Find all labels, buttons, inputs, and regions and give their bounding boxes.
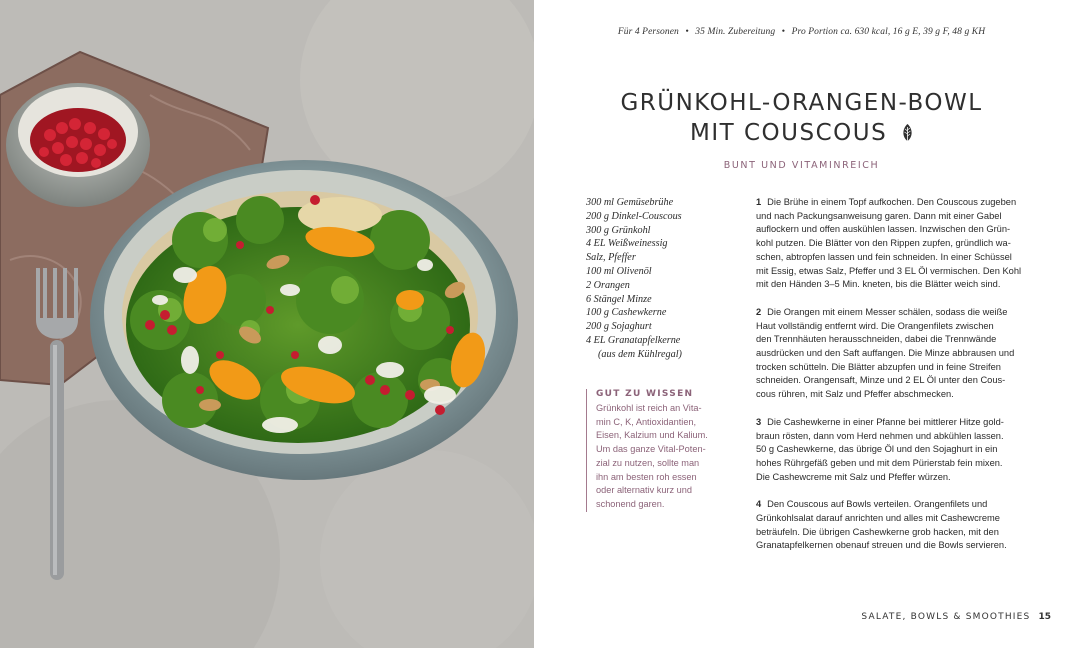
ingredient-item: 200 g Dinkel-Couscous [586, 210, 682, 222]
step-line: 3 Die Cashewkerne in einer Pfanne bei mittlerer Hitze gold- [756, 416, 1004, 427]
title-line-2-wrap [534, 118, 1069, 148]
ingredient-item-note: (aus dem Kühlregal) [598, 348, 682, 360]
tip-line: schonend garen. [596, 498, 665, 509]
tip-line: min C, K, Antioxidantien, [596, 416, 697, 427]
meta-separator: • [781, 27, 786, 37]
meta-separator: • [685, 27, 689, 37]
prep-time: 35 Min. Zubereitung [695, 27, 776, 37]
step-line: Die Cashewcreme mit Salz und Pfeffer würzen. [756, 471, 951, 482]
ingredient-item: Salz, Pfeffer [586, 252, 636, 264]
recipe-subtitle: BUNT UND VITAMINREICH [723, 160, 880, 171]
step-line: den Trennhäuten herausschneiden, dabei die Trennwände [756, 334, 997, 345]
step-line: Grünkohlsalat darauf anrichten und alles mit Cashewcreme [756, 513, 1000, 524]
tip-line: Grünkohl ist reich an Vita- [596, 403, 702, 413]
step-number: 4 [756, 499, 762, 510]
step-line: cous rühren, mit Salz und Pfeffer abschmecken. [756, 389, 954, 400]
step-number: 1 [756, 197, 762, 207]
step-line: kohl putzen. Die Blätter von den Rippen zupfen, gründlich wa- [756, 238, 1011, 249]
ingredient-item: 300 g Grünkohl [586, 224, 651, 236]
ingredient-item: 4 EL Weißweinessig [586, 238, 668, 250]
page-footer [861, 612, 1051, 622]
ingredient-item: 300 ml Gemüsebrühe [586, 197, 674, 208]
tip-line: oder alternativ kurz und [596, 485, 693, 496]
step-number: 2 [756, 306, 762, 317]
step-line: auflockern und offen auskühlen lassen. Inzwischen den Grün- [756, 224, 1011, 235]
pomegranate-bowl [6, 83, 150, 207]
step-line: schneiden. Orangensaft, Minze und 2 EL Öl unter den Cous- [756, 375, 1006, 386]
instruction-steps [756, 196, 1036, 567]
step-line: braun rösten, dann vom Herd nehmen und abkühlen lassen. [756, 430, 1004, 441]
section-name: SALATE, BOWLS & SMOOTHIES [861, 612, 1031, 622]
step-number: 3 [756, 416, 762, 427]
ingredient-item: 2 Orangen [586, 279, 630, 291]
step-2 [756, 306, 1036, 402]
title-line-1: GRÜNKOHL-ORANGEN-BOWL [620, 90, 983, 116]
step-line: 50 g Cashewkerne, das übrige Öl und den Sojaghurt in ein [756, 444, 998, 455]
step-line: und nach Packungsanweisung garen. Dann mit einer Gabel [756, 210, 1002, 221]
recipe-meta [534, 27, 1069, 37]
step-line: ausdrücken und den Saft auffangen. Die Minze abbrausen und [756, 348, 1015, 359]
food-photo [0, 0, 534, 648]
step-line: Haut vollständig entfernt wird. Die Orangenfilets zwischen [756, 320, 994, 331]
step-line: hohes Rührgefäß geben und mit dem Pürierstab fein mixen. [756, 457, 1003, 468]
step-line: 4 Den Couscous auf Bowls verteilen. Orangenfilets und [756, 499, 988, 510]
ingredient-item: 100 g Cashewkerne [586, 307, 667, 319]
step-1 [756, 196, 1036, 292]
ingredient-item: 6 Stängel Minze [586, 293, 652, 305]
step-line: Granatapfelkernen obenauf streuen und die Bowls servieren. [756, 540, 1007, 551]
step-line: mit Essig, etwas Salz, Pfeffer und 3 EL Öl vermischen. Den Kohl [756, 265, 1022, 276]
ingredient-item: 200 g Sojaghurt [586, 321, 652, 333]
salad-bowl [90, 160, 518, 480]
step-4 [756, 498, 1036, 553]
bowl-illustration [0, 0, 534, 648]
ingredient-item: 4 EL Granatapfelkerne [586, 334, 681, 346]
step-line: beträufeln. Die übrigen Cashewkerne grob hacken, mit den [756, 526, 999, 537]
leaf-icon [902, 124, 913, 144]
ingredient-item: 100 ml Olivenöl [586, 265, 652, 277]
tip-line: Eisen, Kalzium und Kalium. [596, 430, 708, 441]
step-line: mit den Händen 3–5 Min. kneten, bis die Blätter weich sind. [756, 279, 1001, 290]
recipe-title [534, 88, 1069, 148]
step-line: trocken schütteln. Die Blätter abzupfen und in feine Streifen [756, 361, 1001, 372]
title-line-2: MIT COUSCOUS [690, 120, 888, 146]
step-line: schen, abtropfen lassen und fein schneiden. In einer Schüssel [756, 251, 1012, 262]
step-line: 1 Die Brühe in einem Topf aufkochen. Den Couscous zugeben [756, 197, 1017, 207]
recipe-page [534, 0, 1069, 648]
tip-line: zial zu nutzen, sollte man [596, 457, 700, 468]
step-3 [756, 416, 1036, 485]
step-line: 2 Die Orangen mit einem Messer schälen, sodass die weiße [756, 306, 1008, 317]
servings: Für 4 Personen [617, 27, 679, 37]
tip-line: ihn am besten roh essen [596, 471, 697, 482]
tip-body [596, 402, 716, 512]
tip-title: GUT ZU WISSEN [596, 389, 694, 399]
tip-line: Um das ganze Vital-Poten- [596, 444, 706, 455]
page-number: 15 [1038, 612, 1051, 622]
ingredient-list [586, 196, 746, 362]
tip-box [586, 389, 716, 512]
nutrition-info: Pro Portion ca. 630 kcal, 16 g E, 39 g F, 48 g KH [791, 27, 986, 37]
